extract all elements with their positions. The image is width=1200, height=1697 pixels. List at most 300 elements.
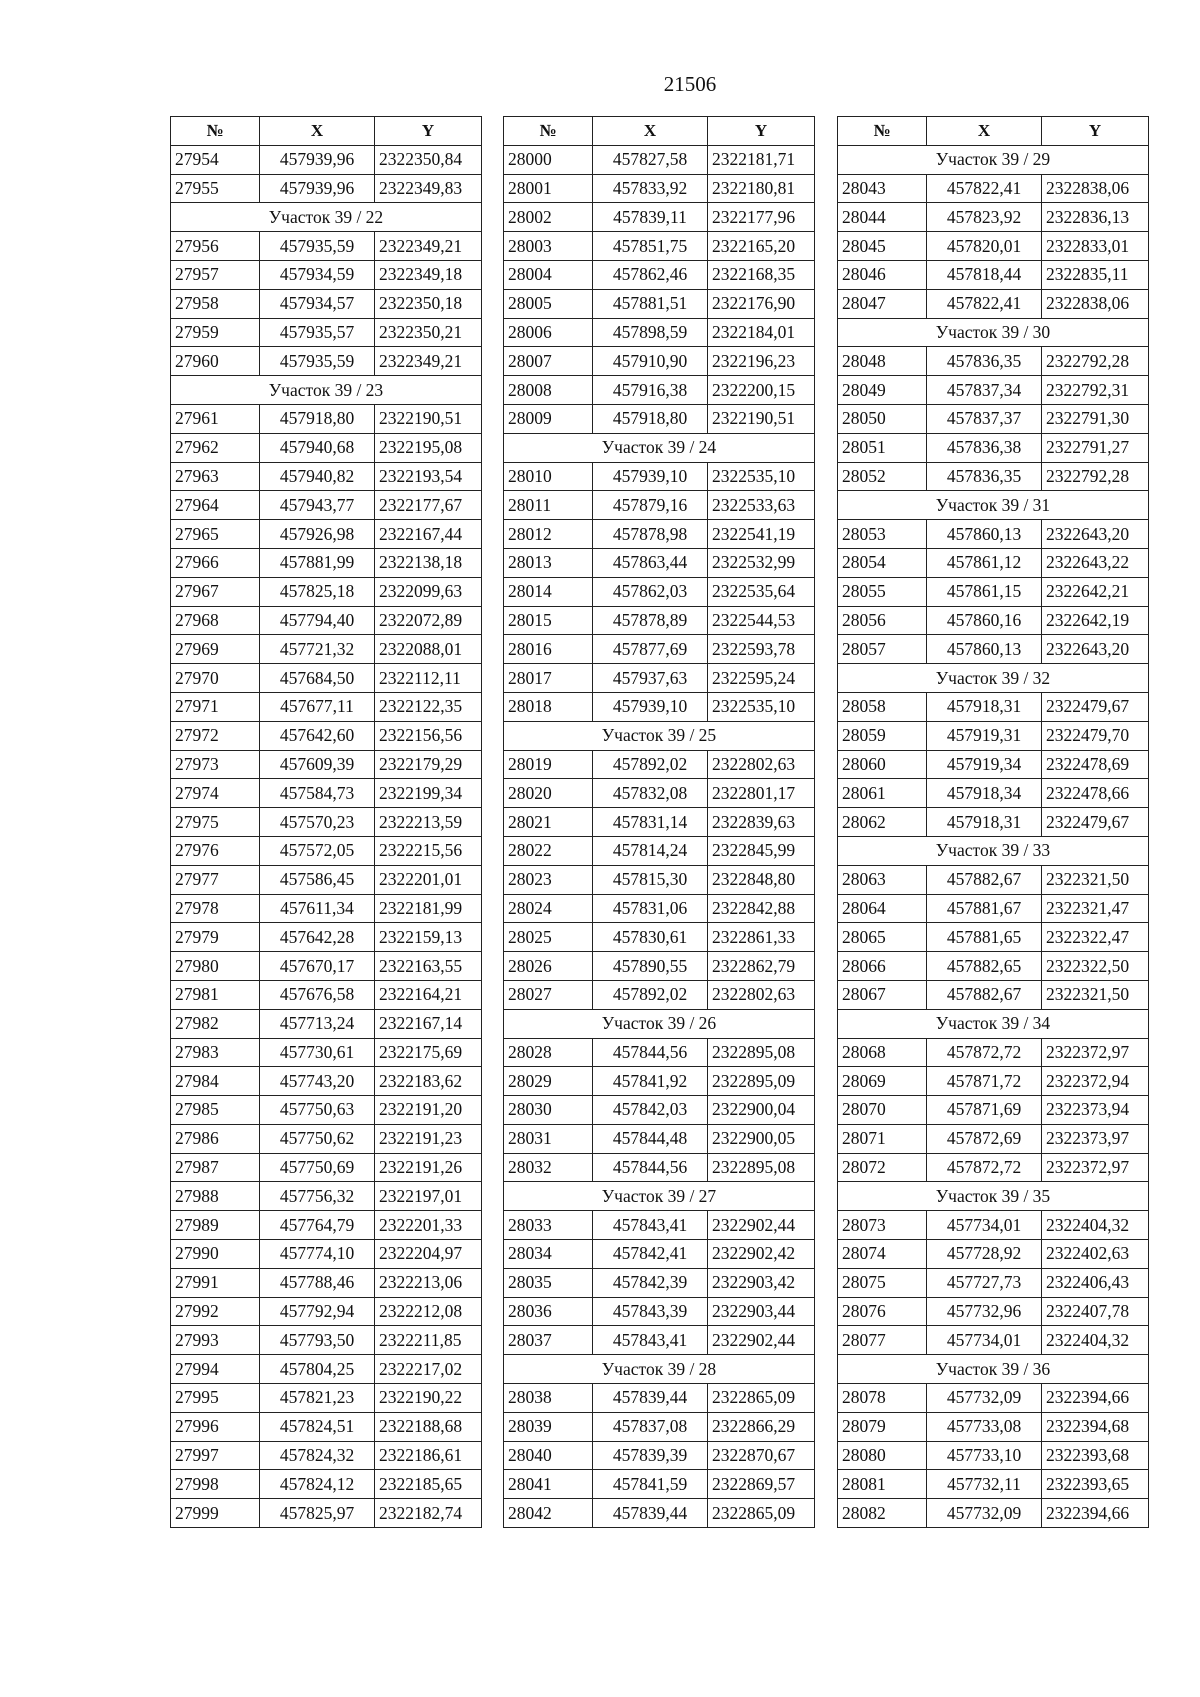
x-coordinate: 457732,09 [927,1499,1042,1528]
table-row [838,894,1149,923]
point-number: 27987 [171,1153,260,1182]
table-row [504,836,815,865]
header-num: № [838,117,927,146]
y-coordinate: 2322321,50 [1042,980,1149,1009]
table-row [171,232,482,261]
table-row [838,808,1149,837]
point-number: 27993 [171,1326,260,1355]
x-coordinate: 457730,61 [260,1038,375,1067]
y-coordinate: 2322833,01 [1042,232,1149,261]
table-row [171,1240,482,1269]
x-coordinate: 457824,51 [260,1412,375,1441]
y-coordinate: 2322321,50 [1042,865,1149,894]
y-coordinate: 2322900,04 [708,1096,815,1125]
table-row [504,289,815,318]
x-coordinate: 457882,65 [927,952,1042,981]
y-coordinate: 2322544,53 [708,606,815,635]
point-number: 28026 [504,952,593,981]
point-number: 28074 [838,1240,927,1269]
point-number: 28069 [838,1067,927,1096]
y-coordinate: 2322213,59 [375,808,482,837]
table-row [504,1153,815,1182]
point-number: 28068 [838,1038,927,1067]
x-coordinate: 457916,38 [593,376,708,405]
point-number: 28053 [838,520,927,549]
x-coordinate: 457843,41 [593,1326,708,1355]
table-row [171,260,482,289]
point-number: 28035 [504,1268,593,1297]
x-coordinate: 457935,59 [260,232,375,261]
table-row [171,145,482,174]
x-coordinate: 457756,32 [260,1182,375,1211]
x-coordinate: 457831,06 [593,894,708,923]
point-number: 28052 [838,462,927,491]
x-coordinate: 457727,73 [927,1268,1042,1297]
y-coordinate: 2322801,17 [708,779,815,808]
y-coordinate: 2322156,56 [375,721,482,750]
x-coordinate: 457750,62 [260,1124,375,1153]
x-coordinate: 457882,67 [927,865,1042,894]
y-coordinate: 2322902,44 [708,1326,815,1355]
table-row [504,145,815,174]
x-coordinate: 457586,45 [260,865,375,894]
point-number: 28042 [504,1499,593,1528]
point-number: 27972 [171,721,260,750]
point-number: 27968 [171,606,260,635]
x-coordinate: 457844,56 [593,1153,708,1182]
x-coordinate: 457919,34 [927,750,1042,779]
y-coordinate: 2322072,89 [375,606,482,635]
x-coordinate: 457825,97 [260,1499,375,1528]
point-number: 28017 [504,664,593,693]
point-number: 27969 [171,635,260,664]
table-row [171,1297,482,1326]
point-number: 27961 [171,404,260,433]
table-row [504,808,815,837]
point-number: 28037 [504,1326,593,1355]
point-number: 28047 [838,289,927,318]
y-coordinate: 2322407,78 [1042,1297,1149,1326]
y-coordinate: 2322845,99 [708,836,815,865]
y-coordinate: 2322167,44 [375,520,482,549]
x-coordinate: 457882,67 [927,980,1042,1009]
point-number: 28044 [838,203,927,232]
x-coordinate: 457684,50 [260,664,375,693]
point-number: 28059 [838,721,927,750]
x-coordinate: 457841,92 [593,1067,708,1096]
table-row [171,347,482,376]
section-title: Участок 39 / 24 [504,433,815,462]
table-row [171,779,482,808]
x-coordinate: 457851,75 [593,232,708,261]
x-coordinate: 457918,34 [927,779,1042,808]
table-row [504,1297,815,1326]
table-row [838,347,1149,376]
y-coordinate: 2322642,19 [1042,606,1149,635]
table-row [504,1412,815,1441]
y-coordinate: 2322861,33 [708,923,815,952]
x-coordinate: 457861,12 [927,548,1042,577]
point-number: 28008 [504,376,593,405]
section-row [838,491,1149,520]
x-coordinate: 457677,11 [260,692,375,721]
y-coordinate: 2322188,68 [375,1412,482,1441]
x-coordinate: 457830,61 [593,923,708,952]
x-coordinate: 457733,08 [927,1412,1042,1441]
y-coordinate: 2322838,06 [1042,289,1149,318]
x-coordinate: 457871,72 [927,1067,1042,1096]
x-coordinate: 457837,34 [927,376,1042,405]
y-coordinate: 2322183,62 [375,1067,482,1096]
table-row [838,692,1149,721]
point-number: 28032 [504,1153,593,1182]
x-coordinate: 457721,32 [260,635,375,664]
y-coordinate: 2322903,44 [708,1297,815,1326]
table-row [838,1268,1149,1297]
x-coordinate: 457792,94 [260,1297,375,1326]
point-number: 28080 [838,1441,927,1470]
point-number: 27956 [171,232,260,261]
point-number: 27965 [171,520,260,549]
y-coordinate: 2322902,42 [708,1240,815,1269]
section-row [838,1355,1149,1384]
x-coordinate: 457827,58 [593,145,708,174]
table-row [838,865,1149,894]
table-row [838,203,1149,232]
x-coordinate: 457713,24 [260,1009,375,1038]
x-coordinate: 457890,55 [593,952,708,981]
point-number: 28048 [838,347,927,376]
y-coordinate: 2322478,66 [1042,779,1149,808]
point-number: 27980 [171,952,260,981]
section-title: Участок 39 / 28 [504,1355,815,1384]
x-coordinate: 457793,50 [260,1326,375,1355]
x-coordinate: 457919,31 [927,721,1042,750]
y-coordinate: 2322191,23 [375,1124,482,1153]
x-coordinate: 457824,12 [260,1470,375,1499]
table-row [838,1096,1149,1125]
x-coordinate: 457860,13 [927,520,1042,549]
point-number: 27958 [171,289,260,318]
x-coordinate: 457843,41 [593,1211,708,1240]
y-coordinate: 2322870,67 [708,1441,815,1470]
header-x: X [927,117,1042,146]
table-row [171,1124,482,1153]
point-number: 28036 [504,1297,593,1326]
table-row [171,836,482,865]
point-number: 28006 [504,318,593,347]
y-coordinate: 2322869,57 [708,1470,815,1499]
table-row [171,433,482,462]
point-number: 28018 [504,692,593,721]
x-coordinate: 457872,72 [927,1038,1042,1067]
table-row [504,1067,815,1096]
table-row [171,606,482,635]
x-coordinate: 457822,41 [927,289,1042,318]
point-number: 28079 [838,1412,927,1441]
point-number: 28066 [838,952,927,981]
table-row [171,1384,482,1413]
point-number: 28058 [838,692,927,721]
y-coordinate: 2322199,34 [375,779,482,808]
y-coordinate: 2322350,84 [375,145,482,174]
y-coordinate: 2322186,61 [375,1441,482,1470]
y-coordinate: 2322168,35 [708,260,815,289]
header-row [504,117,815,146]
table-row [838,1297,1149,1326]
x-coordinate: 457862,03 [593,577,708,606]
y-coordinate: 2322802,63 [708,750,815,779]
table-row [504,1441,815,1470]
y-coordinate: 2322404,32 [1042,1326,1149,1355]
y-coordinate: 2322839,63 [708,808,815,837]
header-row [838,117,1149,146]
y-coordinate: 2322802,63 [708,980,815,1009]
point-number: 27986 [171,1124,260,1153]
x-coordinate: 457764,79 [260,1211,375,1240]
x-coordinate: 457841,59 [593,1470,708,1499]
point-number: 27984 [171,1067,260,1096]
point-number: 27964 [171,491,260,520]
section-row [504,433,815,462]
table-row [838,952,1149,981]
table-row [171,721,482,750]
y-coordinate: 2322112,11 [375,664,482,693]
x-coordinate: 457676,58 [260,980,375,1009]
table-row [838,1067,1149,1096]
point-number: 28076 [838,1297,927,1326]
section-title: Участок 39 / 29 [838,145,1149,174]
y-coordinate: 2322176,90 [708,289,815,318]
section-row [504,721,815,750]
point-number: 28001 [504,174,593,203]
y-coordinate: 2322535,64 [708,577,815,606]
x-coordinate: 457918,31 [927,808,1042,837]
point-number: 27981 [171,980,260,1009]
x-coordinate: 457837,37 [927,404,1042,433]
section-row [504,1182,815,1211]
x-coordinate: 457839,44 [593,1499,708,1528]
y-coordinate: 2322372,97 [1042,1038,1149,1067]
y-coordinate: 2322159,13 [375,923,482,952]
y-coordinate: 2322201,33 [375,1211,482,1240]
table-row [838,721,1149,750]
y-coordinate: 2322197,01 [375,1182,482,1211]
point-number: 28061 [838,779,927,808]
section-title: Участок 39 / 36 [838,1355,1149,1384]
header-y: Y [1042,117,1149,146]
x-coordinate: 457935,59 [260,347,375,376]
x-coordinate: 457734,01 [927,1326,1042,1355]
table-row [838,779,1149,808]
x-coordinate: 457842,03 [593,1096,708,1125]
table-row [171,520,482,549]
y-coordinate: 2322866,29 [708,1412,815,1441]
point-number: 27960 [171,347,260,376]
table-row [504,404,815,433]
table-row [171,404,482,433]
y-coordinate: 2322322,50 [1042,952,1149,981]
coordinates-table-3 [837,116,1149,1528]
y-coordinate: 2322349,21 [375,347,482,376]
point-number: 27970 [171,664,260,693]
y-coordinate: 2322865,09 [708,1384,815,1413]
x-coordinate: 457820,01 [927,232,1042,261]
table-row [171,1067,482,1096]
table-row [171,1355,482,1384]
y-coordinate: 2322895,08 [708,1153,815,1182]
point-number: 28055 [838,577,927,606]
y-coordinate: 2322181,99 [375,894,482,923]
y-coordinate: 2322179,29 [375,750,482,779]
table-row [171,923,482,952]
table-row [504,376,815,405]
table-row [171,980,482,1009]
point-number: 27990 [171,1240,260,1269]
y-coordinate: 2322478,69 [1042,750,1149,779]
table-row [504,1240,815,1269]
point-number: 27974 [171,779,260,808]
point-number: 28054 [838,548,927,577]
y-coordinate: 2322835,11 [1042,260,1149,289]
point-number: 28049 [838,376,927,405]
point-number: 28012 [504,520,593,549]
point-number: 28016 [504,635,593,664]
y-coordinate: 2322848,80 [708,865,815,894]
x-coordinate: 457910,90 [593,347,708,376]
x-coordinate: 457934,59 [260,260,375,289]
coordinates-table-2 [503,116,815,1528]
point-number: 27988 [171,1182,260,1211]
x-coordinate: 457871,69 [927,1096,1042,1125]
point-number: 28007 [504,347,593,376]
y-coordinate: 2322479,67 [1042,808,1149,837]
table-row [504,260,815,289]
point-number: 28019 [504,750,593,779]
point-number: 28077 [838,1326,927,1355]
point-number: 28039 [504,1412,593,1441]
y-coordinate: 2322895,08 [708,1038,815,1067]
point-number: 27985 [171,1096,260,1125]
point-number: 28071 [838,1124,927,1153]
point-number: 27998 [171,1470,260,1499]
x-coordinate: 457570,23 [260,808,375,837]
x-coordinate: 457939,96 [260,145,375,174]
table-row [838,980,1149,1009]
y-coordinate: 2322372,97 [1042,1153,1149,1182]
point-number: 28014 [504,577,593,606]
point-number: 28062 [838,808,927,837]
point-number: 27997 [171,1441,260,1470]
point-number: 27983 [171,1038,260,1067]
point-number: 28000 [504,145,593,174]
table-row [504,1470,815,1499]
table-row [504,548,815,577]
point-number: 27957 [171,260,260,289]
y-coordinate: 2322349,83 [375,174,482,203]
table-row [504,952,815,981]
y-coordinate: 2322394,66 [1042,1499,1149,1528]
y-coordinate: 2322792,28 [1042,347,1149,376]
y-coordinate: 2322165,20 [708,232,815,261]
x-coordinate: 457877,69 [593,635,708,664]
y-coordinate: 2322862,79 [708,952,815,981]
y-coordinate: 2322404,32 [1042,1211,1149,1240]
y-coordinate: 2322182,74 [375,1499,482,1528]
point-number: 28004 [504,260,593,289]
table-row [504,923,815,952]
table-row [171,1153,482,1182]
x-coordinate: 457833,92 [593,174,708,203]
y-coordinate: 2322099,63 [375,577,482,606]
table-row [838,404,1149,433]
x-coordinate: 457842,41 [593,1240,708,1269]
point-number: 28050 [838,404,927,433]
point-number: 28070 [838,1096,927,1125]
table-row [504,232,815,261]
section-row [838,836,1149,865]
table-row [504,203,815,232]
x-coordinate: 457940,82 [260,462,375,491]
point-number: 28082 [838,1499,927,1528]
y-coordinate: 2322643,20 [1042,520,1149,549]
table-row [838,1499,1149,1528]
table-row [171,1470,482,1499]
point-number: 28003 [504,232,593,261]
y-coordinate: 2322200,15 [708,376,815,405]
section-title: Участок 39 / 34 [838,1009,1149,1038]
y-coordinate: 2322406,43 [1042,1268,1149,1297]
y-coordinate: 2322138,18 [375,548,482,577]
x-coordinate: 457670,17 [260,952,375,981]
table-row [838,520,1149,549]
x-coordinate: 457918,31 [927,692,1042,721]
table-row [504,347,815,376]
point-number: 27982 [171,1009,260,1038]
point-number: 28073 [838,1211,927,1240]
header-num: № [171,117,260,146]
x-coordinate: 457732,96 [927,1297,1042,1326]
coordinates-table-1 [170,116,482,1528]
x-coordinate: 457750,69 [260,1153,375,1182]
y-coordinate: 2322900,05 [708,1124,815,1153]
point-number: 28045 [838,232,927,261]
x-coordinate: 457750,63 [260,1096,375,1125]
section-row [504,1009,815,1038]
table-row [171,318,482,347]
x-coordinate: 457839,39 [593,1441,708,1470]
x-coordinate: 457804,25 [260,1355,375,1384]
point-number: 28081 [838,1470,927,1499]
table-row [838,260,1149,289]
table-row [504,779,815,808]
table-row [504,1096,815,1125]
section-title: Участок 39 / 30 [838,318,1149,347]
y-coordinate: 2322532,99 [708,548,815,577]
table-row [838,1326,1149,1355]
point-number: 27973 [171,750,260,779]
y-coordinate: 2322372,94 [1042,1067,1149,1096]
section-title: Участок 39 / 33 [838,836,1149,865]
point-number: 27989 [171,1211,260,1240]
y-coordinate: 2322122,35 [375,692,482,721]
section-row [171,203,482,232]
table-row [171,952,482,981]
point-number: 28063 [838,865,927,894]
x-coordinate: 457839,44 [593,1384,708,1413]
table-row [171,174,482,203]
y-coordinate: 2322215,56 [375,836,482,865]
